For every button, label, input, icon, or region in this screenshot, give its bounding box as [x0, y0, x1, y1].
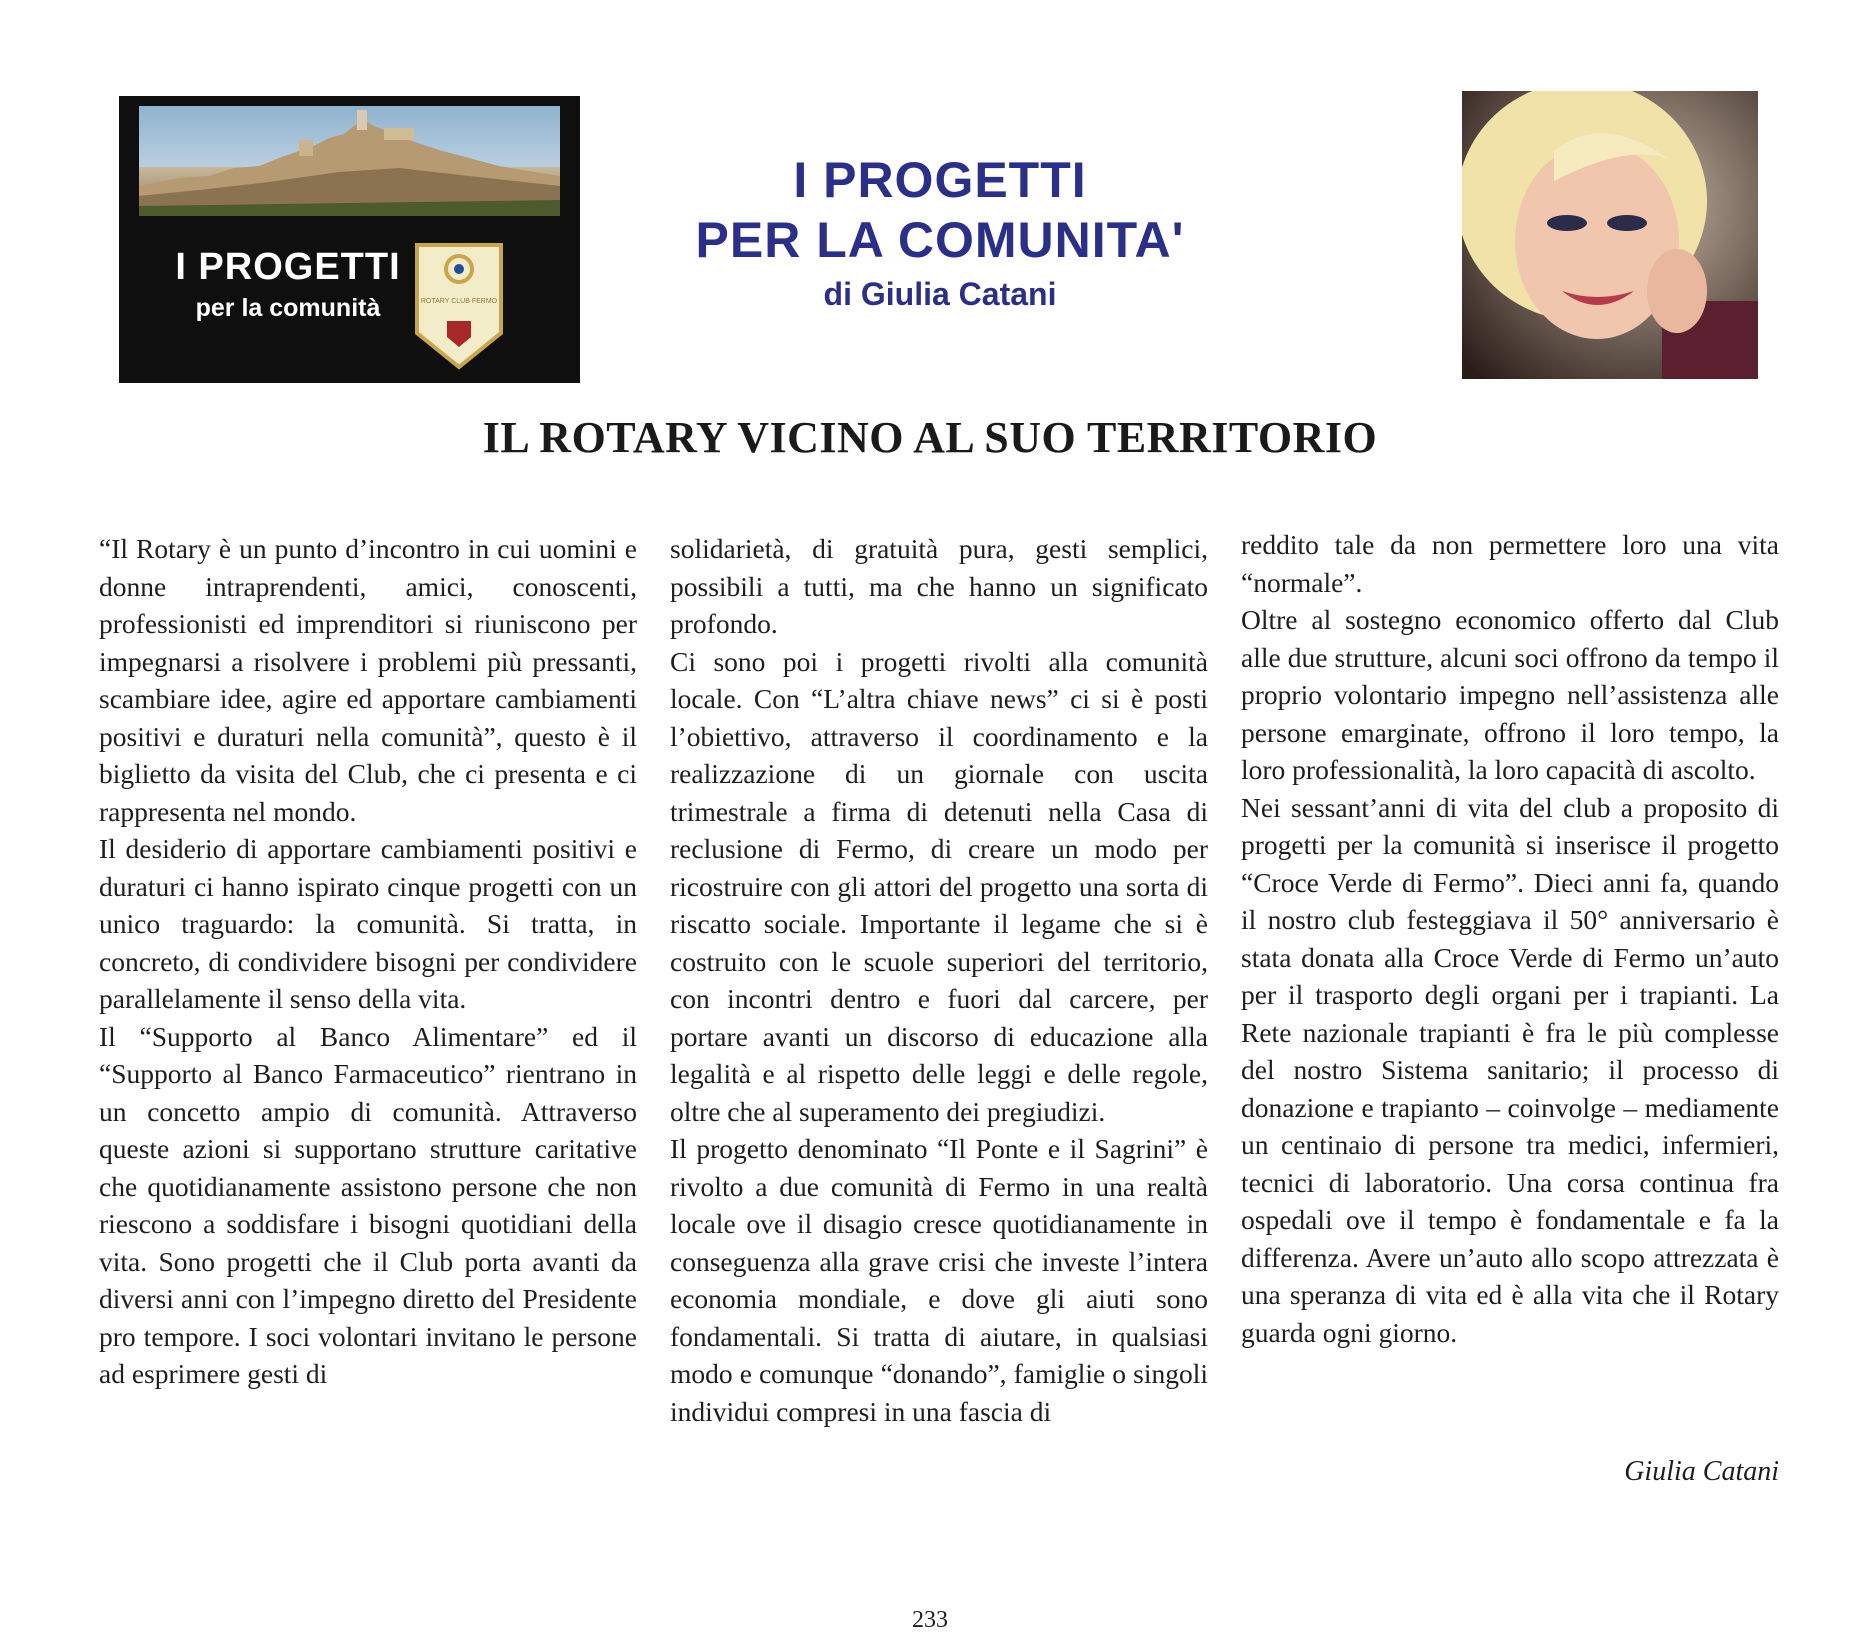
- banner-title: I PROGETTI: [175, 246, 401, 288]
- paragraph: solidarietà, di gratuità pura, gesti semplici, possibili a tutti, ma che hanno un significato profondo.: [670, 533, 1208, 639]
- paragraph: Il “Supporto al Banco Alimentare” ed il “Supporto al Banco Farmaceutico” rientrano in un concetto ampio di comunità. Attraverso queste azioni si supportano strutture caritative che quotidianamente assistono persone che non riescono a soddisfare i bisogni quotidiani della vita. Sono progetti che il Club porta avanti da diversi anni con l’impegno diretto del Presidente pro tempore. I soci volontari invitano le persone ad esprimere gesti di: [99, 1020, 637, 1389]
- author-signature: Giulia Catani: [1624, 1456, 1779, 1487]
- article-column-3: [1241, 526, 1779, 1351]
- article-column-2: [670, 530, 1208, 1430]
- town-photo: [139, 106, 560, 216]
- paragraph: reddito tale da non permettere loro una vita “normale”.: [1241, 529, 1779, 598]
- author-portrait: [1462, 91, 1758, 379]
- section-byline: di Giulia Catani: [823, 276, 1057, 312]
- section-title-line2: PER LA COMUNITA': [695, 212, 1185, 268]
- article-title: IL ROTARY VICINO AL SUO TERRITORIO: [482, 413, 1378, 462]
- article-column-1: [99, 530, 637, 1393]
- section-header: [620, 150, 1260, 314]
- crest-text: ROTARY CLUB FERMO: [420, 298, 498, 305]
- paragraph: Il desiderio di apportare cambiamenti positivi e duraturi ci hanno ispirato cinque progetti con un unico traguardo: la comunità. Si tratta, in concreto, di condividere bisogni per condividere parallelamente il senso della vita.: [99, 833, 637, 1014]
- paragraph: Ci sono poi i progetti rivolti alla comunità locale. Con “L’altra chiave news” ci si è posti l’obiettivo, attraverso il coordinamento e la realizzazione di un giornale con uscita trimestrale a firma di detenuti nella Casa di reclusione di Fermo, di creare un modo per ricostruire con gli attori del progetto una sorta di riscatto sociale. Importante il legame che si è costruito con le scuole superiori del territorio, con incontri dentro e fuori dal carcere, per portare avanti un discorso di educazione alla legalità e al rispetto delle leggi e delle regole, oltre che al superamento dei pregiudizi.: [670, 645, 1208, 1127]
- paragraph: Nei sessant’anni di vita del club a proposito di progetti per la comunità si inserisce il progetto “Croce Verde di Fermo”. Dieci anni fa, quando il nostro club festeggiava il 50° anniversario è stata donata alla Croce Verde di Fermo un’auto per il trasporto degli organi per i trapianti. La Rete nazionale trapianti è fra le più complesse del nostro Sistema sanitario; il processo di donazione e trapianto – coinvolge – mediamente un centinaio di persone tra medici, infermieri, tecnici di laboratorio. Una corsa continua fra ospedali ove il tempo è fondamentale e fa la differenza. Avere un’auto allo scopo attrezzata è una speranza di vita ed è alla vita che il Rotary guarda ogni giorno.: [1241, 791, 1779, 1348]
- page-number: 233: [912, 1607, 948, 1633]
- banner-subtitle: per la comunità: [195, 294, 381, 322]
- paragraph: Oltre al sostegno economico offerto dal Club alle due strutture, alcuni soci offrono da tempo il proprio volontario impegno nell’assistenza alle persone emarginate, offrono il loro tempo, la loro professionalità, la loro capacità di ascolto.: [1241, 604, 1779, 785]
- section-title-line1: I PROGETTI: [793, 152, 1087, 208]
- paragraph: “Il Rotary è un punto d’incontro in cui uomini e donne intraprendenti, amici, conoscenti, professionisti ed imprenditori si riuniscono per impegnarsi a risolvere i problemi più pressanti, scambiare idee, agire ed apportare cambiamenti positivi e duraturi nella comunità”, questo è il biglietto da visita del Club, che ci presenta e ci rappresenta nel mondo.: [99, 533, 637, 827]
- rotary-crest-icon: [411, 241, 507, 371]
- paragraph: Il progetto denominato “Il Ponte e il Sagrini” è rivolto a due comunità di Fermo in una realtà locale ove il disagio cresce quotidianamente in conseguenza alla grave crisi che investe l’intera economia mondiale, e dove gli aiuti sono fondamentali. Si tratta di aiutare, in qualsiasi modo e comunque “donando”, famiglie o singoli individui compresi in una fascia di: [670, 1133, 1208, 1427]
- project-banner-image: [119, 96, 580, 383]
